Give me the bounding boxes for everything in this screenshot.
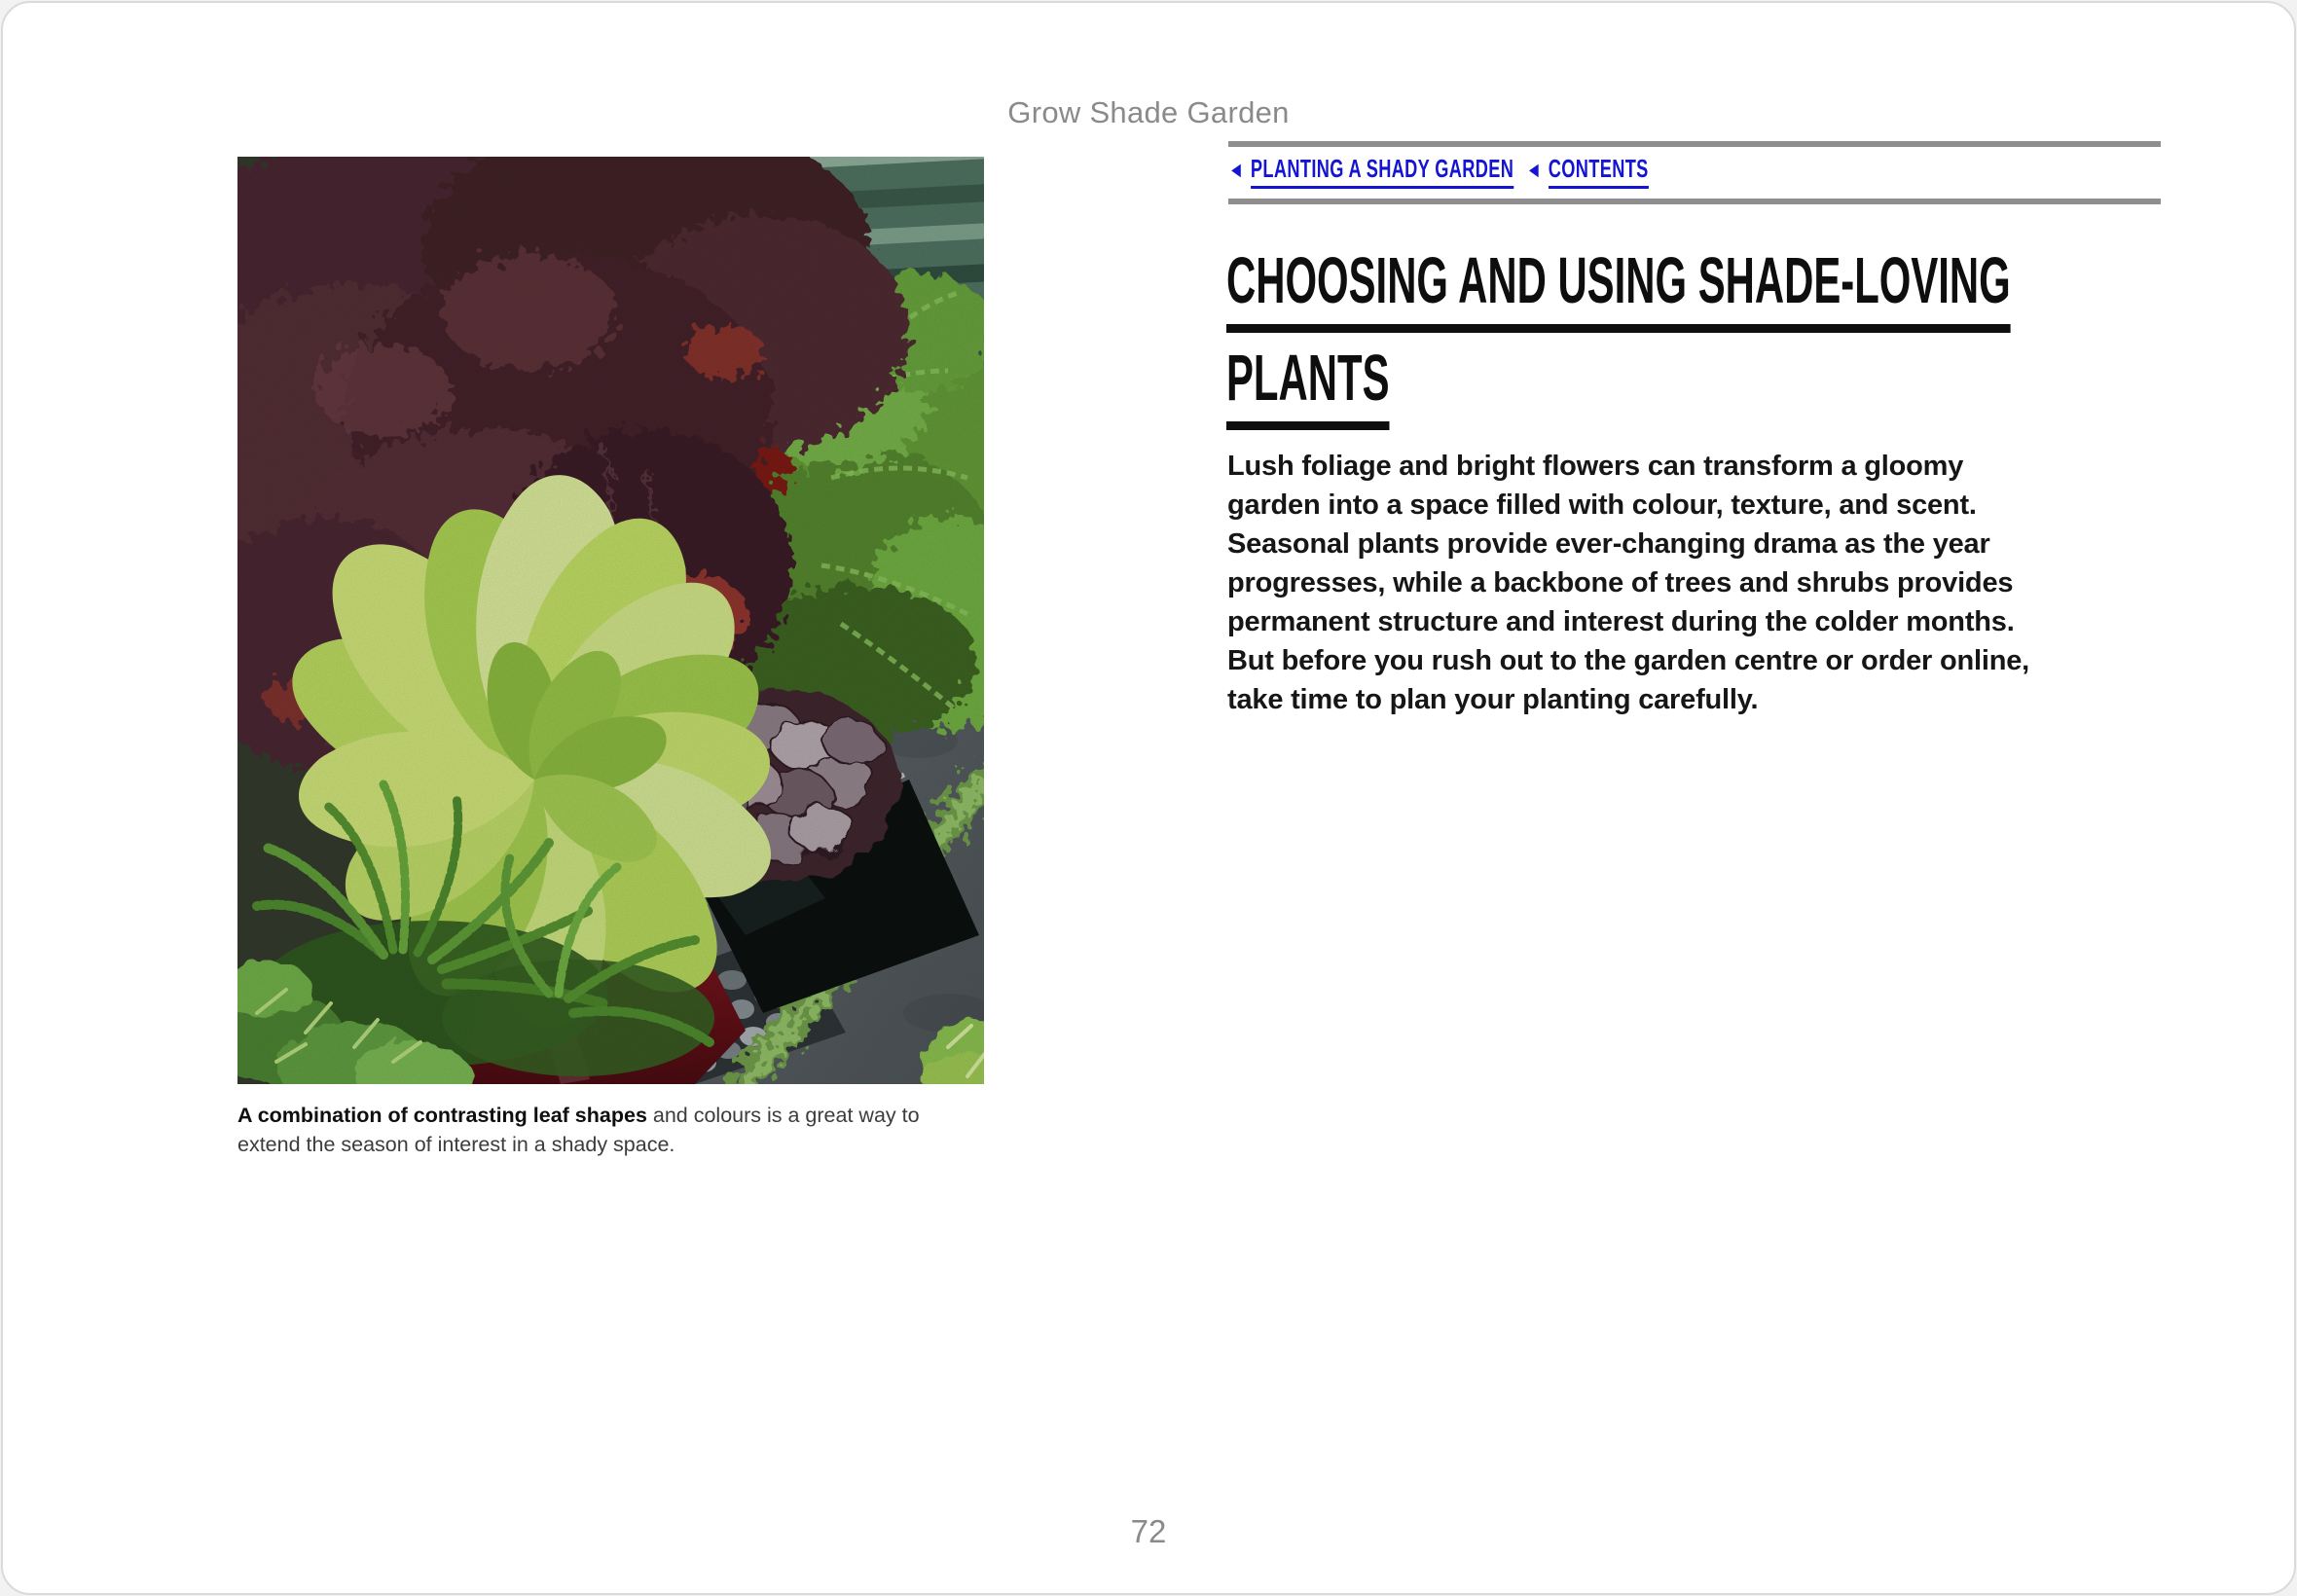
intro-line: But before you rush out to the garden centre or order online,	[1227, 645, 2030, 676]
page-number: 72	[1130, 1513, 1167, 1549]
navigation-bar	[1228, 141, 2161, 204]
nav-rule-bottom	[1228, 199, 2161, 204]
book-page	[1, 1, 2296, 1595]
intro-line: Lush foliage and bright flowers can transform a gloomy	[1227, 451, 1964, 482]
heading-line-1: CHOOSING AND USING SHADE-LOVING	[1226, 248, 2011, 333]
nav-link-label: CONTENTS	[1549, 154, 1649, 189]
intro-line: take time to plan your planting carefully.	[1227, 684, 1759, 715]
intro-line: progresses, while a backbone of trees and shrubs provides	[1227, 567, 2014, 598]
nav-link-planting-a-shady-garden[interactable]	[1228, 154, 1513, 189]
back-arrow-icon: ◄	[1228, 157, 1244, 182]
heading-line-2: PLANTS	[1226, 345, 1390, 430]
chapter-heading	[1226, 244, 2011, 443]
intro-line: permanent structure and interest during the colder months.	[1227, 606, 2015, 637]
garden-photo	[237, 157, 984, 1084]
nav-links	[1228, 147, 1881, 199]
book-title: Grow Shade Garden	[1007, 95, 1290, 129]
nav-link-label: PLANTING A SHADY GARDEN	[1251, 154, 1513, 189]
back-arrow-icon: ◄	[1525, 157, 1542, 182]
intro-line: Seasonal plants provide ever-changing drama as the year	[1227, 528, 1990, 560]
nav-link-contents[interactable]	[1526, 154, 1649, 189]
caption-rest: and colours is a great way to extend the season of interest in a shady space.	[237, 1104, 920, 1156]
intro-line: garden into a space filled with colour, texture, and scent.	[1227, 490, 1977, 521]
caption-lead: A combination of contrasting leaf shapes	[237, 1104, 647, 1127]
figure	[237, 157, 1001, 1159]
intro-paragraph	[1227, 447, 2201, 719]
photo-caption	[237, 1101, 987, 1159]
